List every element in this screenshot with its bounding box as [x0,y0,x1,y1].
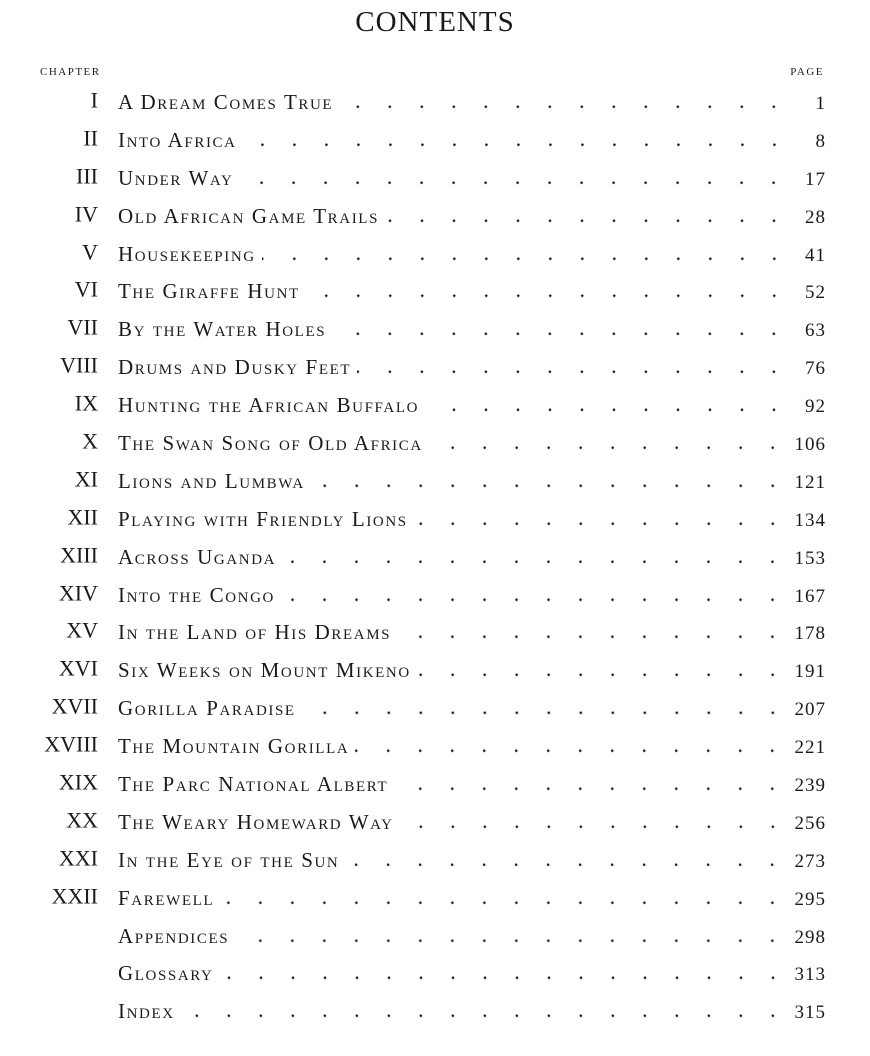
toc-line [118,848,826,873]
chapter-number: IX [74,390,98,416]
chapter-number: III [76,163,98,189]
toc-line [118,355,826,380]
page-number: 153 [794,547,826,569]
toc-entry [0,385,870,423]
dot-leader [239,180,790,184]
toc-entry [0,423,870,461]
toc-line [118,431,826,456]
page-number: 63 [805,320,826,342]
chapter-number: XII [67,504,98,530]
page-number: 207 [794,698,826,720]
toc-line [118,582,826,607]
chapter-title: Gorilla Paradise [118,695,296,720]
page-number: 315 [794,1002,826,1024]
toc-entry [0,991,870,1029]
chapter-number: XIV [58,579,98,605]
toc-line [118,393,826,418]
toc-entry [0,916,870,954]
dot-leader [417,673,789,677]
page-number: 167 [794,585,826,607]
page-number: 1 [815,92,826,114]
page-number: 52 [805,282,826,304]
toc-entry [0,650,870,688]
dot-leader [181,1014,789,1018]
chapter-number: XIX [58,769,98,795]
chapter-title: A Dream Comes True [118,89,334,114]
toc-entry [0,499,870,537]
dot-leader [357,370,790,374]
toc-line [118,90,826,115]
chapter-title: The Parc National Albert [118,771,389,796]
dot-leader [235,938,788,942]
chapter-title: Under Way [118,165,234,190]
dot-leader [355,749,788,753]
toc-line [118,810,826,835]
chapter-number: XVII [51,693,98,719]
toc-line [118,165,826,190]
toc-entry [0,347,870,385]
toc-entry [0,726,870,764]
chapter-title: Lions and Lumbwa [118,468,305,493]
toc-line [118,128,826,153]
chapter-number: XXI [58,845,98,871]
page-number: 298 [794,926,826,948]
dot-leader [345,863,788,867]
page-number: 92 [805,395,826,417]
chapter-number: V [82,238,98,264]
chapter-title: Into the Congo [118,582,275,607]
dot-leader [332,332,790,336]
page-number: 178 [794,623,826,645]
toc-line [118,961,826,986]
dot-leader [281,597,789,601]
chapter-title: Old African Game Trails [118,203,380,228]
page-number: 76 [805,357,826,379]
page-column-header: PAGE [790,66,824,78]
toc-entry [0,612,870,650]
toc-line [118,885,826,910]
toc-entry [0,840,870,878]
toc-line [118,923,826,948]
dot-leader [429,446,789,450]
dot-leader [414,521,789,525]
toc-entry [0,537,870,575]
chapter-title: The Weary Homeward Way [118,809,394,834]
toc-entry [0,575,870,613]
toc-entry [0,120,870,158]
chapter-number: II [83,125,98,151]
chapter-title: Across Uganda [118,544,277,569]
chapter-number: X [82,428,98,454]
page-number: 221 [794,736,826,758]
toc-entry [0,309,870,347]
page-number: 134 [794,509,826,531]
chapter-title: Drums and Dusky Feet [118,354,352,379]
chapter-column-header: CHAPTER [40,66,101,78]
toc-entry [0,953,870,991]
dot-leader [243,143,790,147]
dot-leader [425,408,790,412]
chapter-number: I [90,87,98,113]
chapter-title: Appendices [118,923,230,948]
page-number: 273 [794,850,826,872]
dot-leader [339,105,790,109]
chapter-number: XXII [51,883,98,909]
chapter-number: XVI [58,655,98,681]
page-number: 256 [794,812,826,834]
page-number: 41 [805,244,826,266]
toc-line [118,620,826,645]
dot-leader [400,825,789,829]
dot-leader [311,484,789,488]
chapter-title: By the Water Holes [118,317,327,342]
toc-entry [0,234,870,272]
toc-entry [0,802,870,840]
chapter-title: The Mountain Gorilla [118,733,350,758]
toc-entry [0,82,870,120]
chapter-title: Hunting the African Buffalo [118,392,420,417]
chapter-number: XI [74,466,98,492]
dot-leader [394,787,788,791]
chapter-title: Glossary [118,961,214,986]
toc-entry [0,688,870,726]
toc-line [118,241,826,266]
dot-leader [220,900,788,904]
chapter-number: XV [66,617,98,643]
toc-line [118,772,826,797]
toc-line [118,658,826,683]
toc-line [118,999,826,1024]
chapter-number: XIII [60,542,98,568]
page-number: 28 [805,206,826,228]
toc-line [118,203,826,228]
page-number: 191 [794,661,826,683]
table-of-contents [0,82,870,1029]
chapter-title: Index [118,999,175,1024]
toc-line [118,279,826,304]
dot-leader [282,559,788,563]
page-number: 239 [794,774,826,796]
page-number: 106 [794,433,826,455]
toc-line [118,734,826,759]
page-title: CONTENTS [355,6,515,38]
chapter-title: Six Weeks on Mount Mikeno [118,658,411,683]
toc-line [118,506,826,531]
chapter-title: The Swan Song of Old Africa [118,430,423,455]
toc-entry [0,461,870,499]
chapter-title: Housekeeping [118,241,256,266]
toc-line [118,469,826,494]
page-number: 8 [815,130,826,152]
chapter-number: VIII [60,352,98,378]
chapter-number: XX [66,807,98,833]
chapter-number: VII [67,314,98,340]
toc-entry [0,764,870,802]
chapter-title: In the Land of His Dreams [118,620,392,645]
dot-leader [262,256,790,260]
dot-leader [385,218,790,222]
toc-line [118,317,826,342]
dot-leader [220,976,789,980]
chapter-number: XVIII [44,731,98,757]
dot-leader [397,635,788,639]
chapter-title: Into Africa [118,127,237,152]
toc-entry [0,158,870,196]
chapter-title: Playing with Friendly Lions [118,506,408,531]
page-number: 295 [794,888,826,910]
chapter-title: Farewell [118,885,215,910]
chapter-title: In the Eye of the Sun [118,847,340,872]
chapter-number: IV [74,201,98,227]
toc-line [118,696,826,721]
toc-entry [0,271,870,309]
page-number: 313 [794,964,826,986]
dot-leader [302,711,789,715]
chapter-number: VI [74,276,98,302]
toc-line [118,544,826,569]
toc-entry [0,196,870,234]
toc-entry [0,878,870,916]
dot-leader [306,294,790,298]
page-number: 121 [794,471,826,493]
chapter-title: The Giraffe Hunt [118,279,300,304]
page-number: 17 [805,168,826,190]
